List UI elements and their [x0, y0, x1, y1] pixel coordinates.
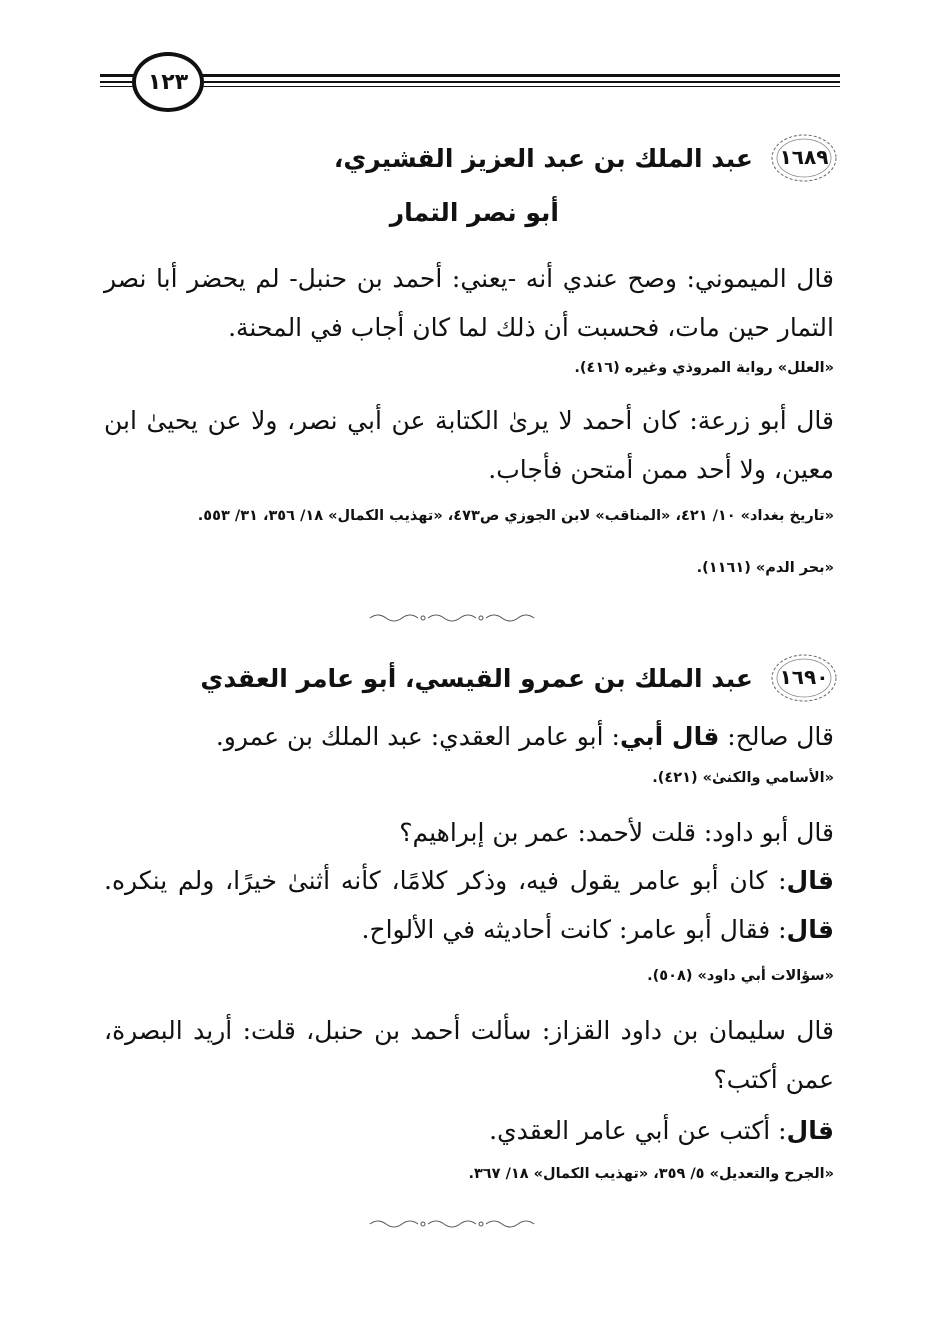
narration-text: : فقال أبو عامر: كانت أحاديثه في الألواح. [361, 915, 787, 944]
narration-paragraph: قال أبو داود: قلت لأحمد: عمر بن إبراهيم؟ [399, 818, 834, 847]
header-rule [100, 74, 840, 77]
narration-paragraph [104, 1106, 834, 1155]
source-citation: «تاريخ بغداد» ١٠/ ٤٢١، «المناقب» لابن الجوزي ص٤٧٣، «تهذيب الكمال» ١٨/ ٣٥٦، ٣١/ ٥٥٣. [197, 508, 834, 524]
source-citation: «الأسامي والكنىٰ» (٤٢١). [652, 770, 834, 786]
narration-text: : أكتب عن أبي عامر العقدي. [489, 1116, 787, 1145]
source-citation: «سؤالات أبي داود» (٥٠٨). [647, 968, 834, 984]
source-citation: «الجرح والتعديل» ٥/ ٣٥٩، «تهذيب الكمال» ١٨/ ٣٦٧. [468, 1166, 834, 1182]
entry-number: ١٦٩٠ [779, 665, 829, 689]
entry-title: عبد الملك بن عمرو القيسي، أبو عامر العقدي [200, 663, 753, 693]
page-number-badge [132, 52, 204, 112]
section-divider-ornament [365, 612, 545, 624]
header-rule [100, 81, 840, 83]
header-rule [100, 86, 840, 87]
entry-number: ١٦٨٩ [779, 145, 829, 169]
narration-paragraph: قال سليمان بن داود القزاز: سألت أحمد بن حنبل، قلت: أريد البصرة، عمن أكتب؟ [104, 1016, 834, 1094]
narration-paragraph: قال الميموني: وصح عندي أنه -يعني: أحمد بن حنبل- لم يحضر أبا نصر التمار حين مات، فحسبت أن ذلك لما كان أجاب في المحنة. [104, 264, 834, 342]
narration-text: قال صالح: [719, 722, 834, 751]
speaker-label: قال [786, 915, 834, 944]
narration-text: : كان أبو عامر يقول فيه، وذكر كلامًا، كأنه أثنىٰ خيرًا، ولم ينكره. [104, 866, 787, 895]
page-header [100, 52, 840, 112]
entry-heading [334, 132, 839, 184]
entry-number-medallion [769, 652, 839, 704]
page-number: ١٢٣ [147, 69, 189, 95]
source-citation: «العلل» رواية المروذي وغيره (٤١٦). [574, 360, 834, 376]
speaker-label: قال [786, 866, 834, 895]
section-divider-ornament [365, 1218, 545, 1230]
narration-paragraph [104, 856, 834, 954]
entry-subtitle: أبو نصر التمار [389, 198, 559, 227]
narration-paragraph [104, 712, 834, 761]
entry-title: عبد الملك بن عبد العزيز القشيري، [333, 143, 753, 173]
speaker-label: قال [786, 1116, 834, 1145]
speaker-label: قال أبي [619, 722, 720, 751]
narration-text: : أبو عامر العقدي: عبد الملك بن عمرو. [215, 722, 620, 751]
entry-number-medallion [769, 132, 839, 184]
source-citation: «بحر الدم» (١١٦١). [696, 560, 834, 576]
narration-paragraph: قال أبو زرعة: كان أحمد لا يرىٰ الكتابة عن أبي نصر، ولا عن يحيىٰ ابن معين، ولا أحد ممن أمتحن فأجاب. [104, 406, 834, 484]
entry-heading [200, 652, 839, 704]
